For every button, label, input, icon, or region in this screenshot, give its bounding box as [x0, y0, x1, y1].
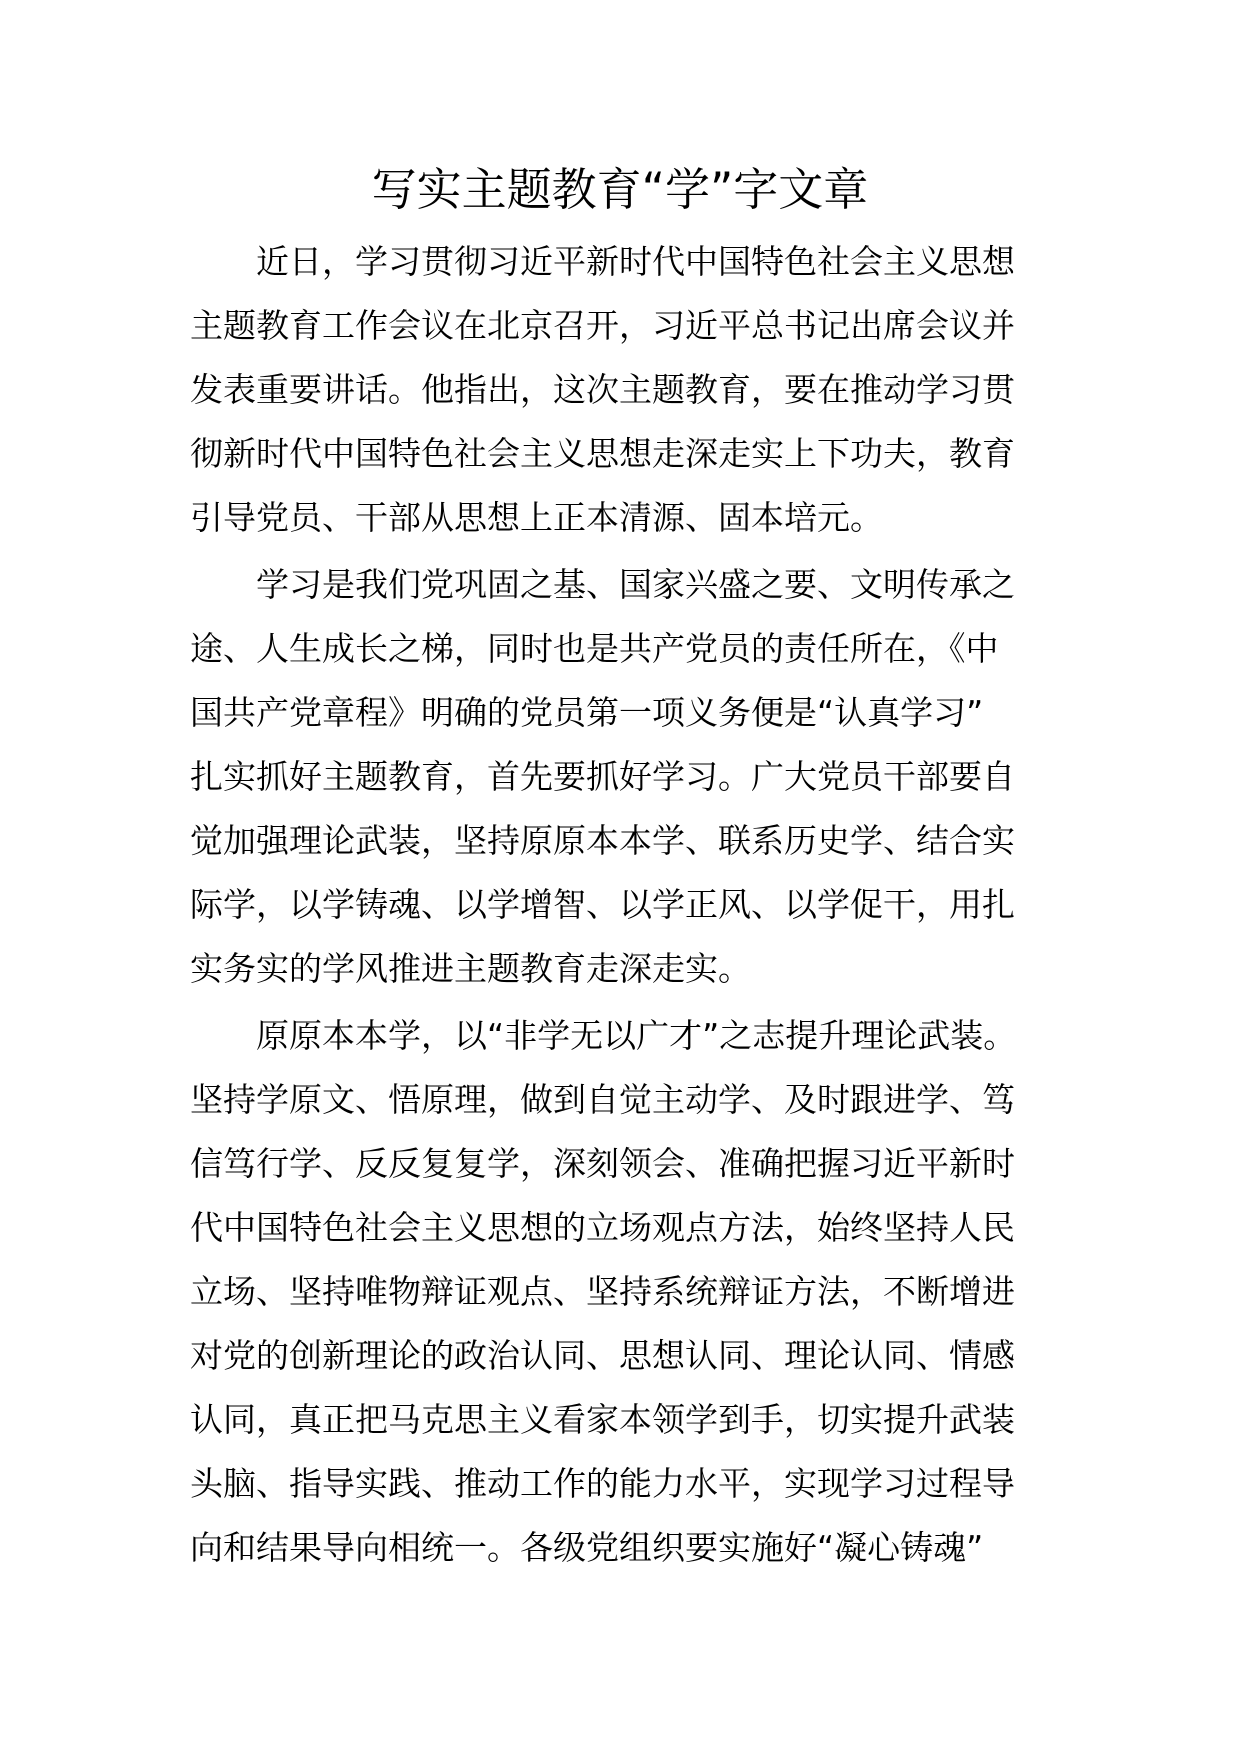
paragraph-line: 觉加强理论武装，坚持原原本本学、联系历史学、结合实: [190, 821, 1015, 860]
paragraph-line: 头脑、指导实践、推动工作的能力水平，实现学习过程导: [190, 1464, 1015, 1503]
paragraph-line: 际学，以学铸魂、以学增智、以学正风、以学促干，用扎: [190, 885, 1015, 924]
paragraph-line: 途、人生成长之梯，同时也是共产党员的责任所在，《中: [190, 629, 999, 668]
paragraph-line: 信笃行学、反反复复学，深刻领会、准确把握习近平新时: [190, 1144, 1015, 1183]
paragraph-line: 引导党员、干部从思想上正本清源、固本培元。: [190, 498, 883, 537]
paragraph-line: 近日，学习贯彻习近平新时代中国特色社会主义思想: [256, 242, 1015, 281]
paragraph-line: 扎实抓好主题教育，首先要抓好学习。广大党员干部要自: [190, 757, 1015, 796]
paragraph-line: 向和结果导向相统一。各级党组织要实施好“凝心铸魂”: [190, 1528, 984, 1567]
paragraph-line: 立场、坚持唯物辩证观点、坚持系统辩证方法，不断增进: [190, 1272, 1015, 1311]
paragraph-line: 代中国特色社会主义思想的立场观点方法，始终坚持人民: [190, 1208, 1015, 1247]
paragraph-line: 认同，真正把马克思主义看家本领学到手，切实提升武装: [190, 1400, 1015, 1439]
paragraph-line: 主题教育工作会议在北京召开，习近平总书记出席会议并: [190, 306, 1015, 345]
paragraph-line: 彻新时代中国特色社会主义思想走深走实上下功夫，教育: [190, 434, 1015, 473]
paragraph-line: 坚持学原文、悟原理，做到自觉主动学、及时跟进学、笃: [190, 1080, 1015, 1119]
paragraph-line: 原原本本学，以“非学无以广才”之志提升理论武装。: [256, 1016, 1017, 1055]
paragraph-line: 发表重要讲话。他指出，这次主题教育，要在推动学习贯: [190, 370, 1015, 409]
paragraph-line: 实务实的学风推进主题教育走深走实。: [190, 949, 751, 988]
paragraph-line: 国共产党章程》明确的党员第一项义务便是“认真学习”: [190, 693, 984, 732]
paragraph-line: 对党的创新理论的政治认同、思想认同、理论认同、情感: [190, 1336, 1015, 1375]
paragraph-line: 学习是我们党巩固之基、国家兴盛之要、文明传承之: [256, 565, 1015, 604]
document-title: 写实主题教育“学”字文章: [371, 163, 869, 216]
